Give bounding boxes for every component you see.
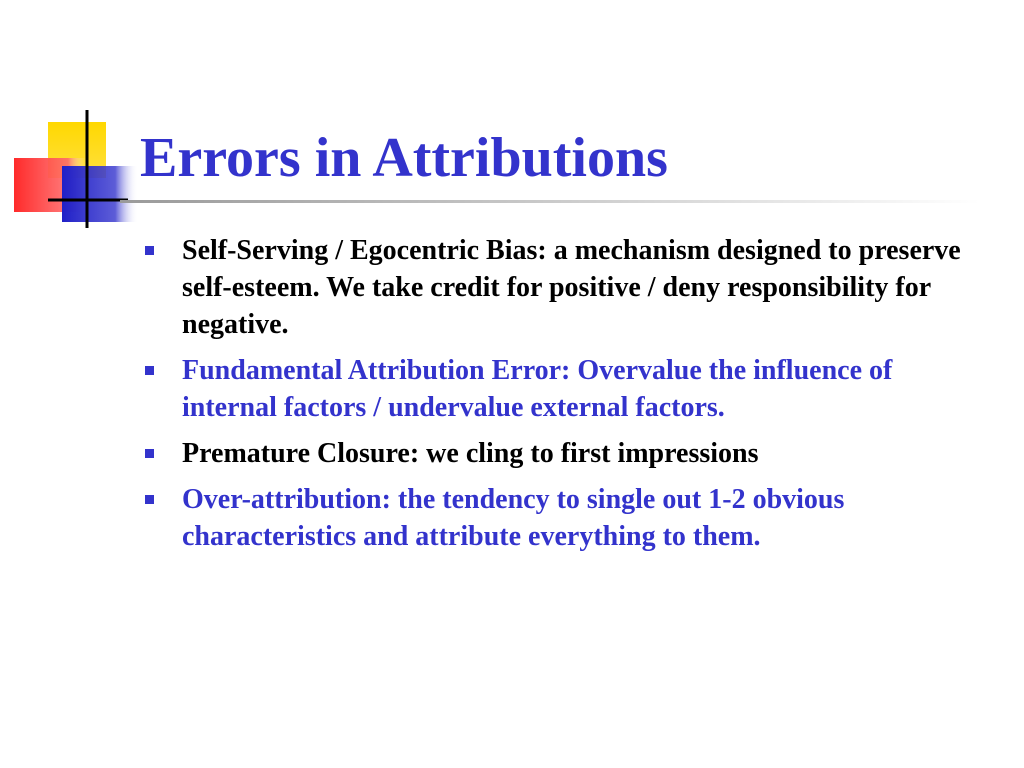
square-bullet-icon (145, 449, 154, 458)
square-bullet-icon (145, 366, 154, 375)
bullet-item (145, 352, 965, 426)
slide-title: Errors in Attributions (140, 127, 668, 189)
bullet-list (145, 232, 965, 564)
bullet-text: Premature Closure: we cling to first impressions (182, 438, 759, 469)
bullet-item (145, 481, 965, 555)
decor-blue-square (62, 166, 138, 222)
bullet-text: Over-attribution: the tendency to single out 1-2 obvious characteristics and attribute everything to them. (182, 484, 845, 552)
bullet-item (145, 435, 965, 472)
bullet-item (145, 232, 965, 343)
square-bullet-icon (145, 495, 154, 504)
bullet-text: Fundamental Attribution Error: Overvalue the influence of internal factors / undervalue external factors. (182, 355, 893, 423)
title-underline (120, 200, 980, 203)
bullet-text: Self-Serving / Egocentric Bias: a mechanism designed to preserve self-esteem. We take credit for positive / deny responsibility for negative. (182, 235, 961, 340)
square-bullet-icon (145, 246, 154, 255)
decorative-squares-logo (0, 100, 160, 240)
